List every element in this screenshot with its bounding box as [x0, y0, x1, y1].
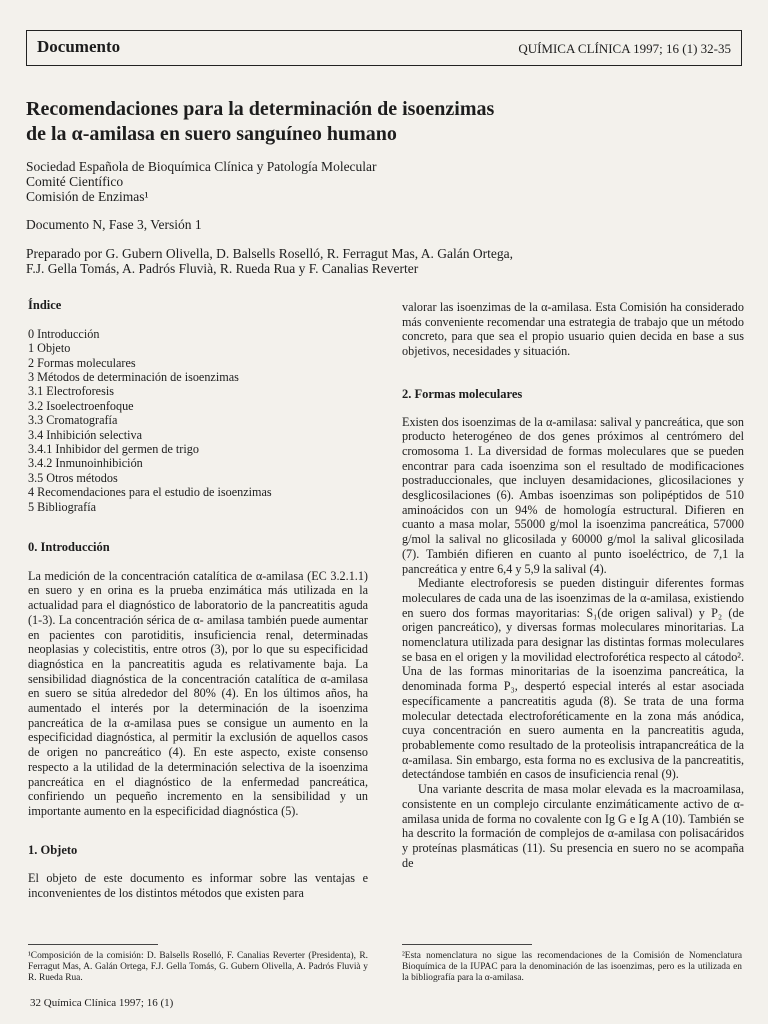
index-item: 3 Métodos de determinación de isoenzimas — [28, 369, 239, 384]
index-item: 2 Formas moleculares — [28, 355, 136, 370]
index-item: 3.2 Isoelectroenfoque — [28, 398, 134, 413]
index-item: 3.5 Otros métodos — [28, 470, 118, 485]
intro-paragraph: La medición de la concentración catalítica de α-amilasa (EC 3.2.1.1) en suero y en orina es la prueba enzimática más utilizada en la actualidad para el diagnóstico de laboratorio de la pancreatitis aguda (1-3). La concentración sérica de α- amilasa también puede aumentar en pacientes con parotiditis, insuficiencia renal, determinadas neoplasias y colecistitis, entre otros (3), por lo que su especificidad diagnóstica en la pancreatitis aguda es relativamente baja. La sensibilidad diagnóstica de la concentración catalítica de α-amilasa en suero se sitúa alrededor del 80% (4). En los últimos años, ha aumentado el interés por la determinación de la isoenzima pancreática de la α-amilasa pues se consigue un aumento en la especificidad diagnóstica, al permitir la exclusión de aquellos casos de origen no pancreático (4). En este aspecto, existe consenso respecto a la utilidad de la determinación selectiva de la isoenzima pancreática en el diagnóstico de la enfermedad pancreática, confiriendo un pequeño incremento en la sensibilidad y un importante aumento en la especificidad diagnóstica (5). — [28, 568, 368, 818]
organization-block — [26, 159, 377, 204]
authors-block — [26, 246, 513, 276]
title-line-2: de la α-amilasa en suero sanguíneo humano — [26, 123, 397, 145]
right-column — [402, 300, 744, 870]
index-item: 4 Recomendaciones para el estudio de isoenzimas — [28, 485, 272, 500]
authors-line-1: Preparado por G. Gubern Olivella, D. Balsells Roselló, R. Ferragut Mas, A. Galán Ortega, — [26, 246, 514, 261]
section-label: Documento — [37, 37, 121, 56]
formas-paragraph-1: Existen dos isoenzimas de la α-amilasa: salival y pancreática, que son producto heterogéneo de dos genes próximos al centrómero del cromosoma 1. La diversidad de formas moleculares que se pueden encontrar para cada isoenzima son el resultado de modificaciones postraduccionales, que incluyen desamidaciones, glicosilaciones y desglicosilaciones (6). Ambas isoenzimas son polipéptidos de 510 aminoácidos con un 94% de homología estructural. Difieren en cuanto a masa molar, 55000 g/mol la isoenzima pancreática, 57000 g/mol la salival no glicosilada y 60000 g/mol la salival glicosilada (7). También difieren en cuanto al punto isoeléctrico, de 7,1 la pancreática y entre 6,4 y 5,9 la salival (4). — [402, 414, 744, 576]
intro-heading: 0. Introducción — [28, 539, 110, 554]
footnote-rule-left — [28, 944, 158, 945]
index-item: 3.4 Inhibición selectiva — [28, 427, 143, 442]
journal-header — [26, 30, 742, 66]
index-item: 5 Bibliografía — [28, 499, 97, 514]
index-item: 3.3 Cromatografía — [28, 413, 118, 428]
left-column — [28, 298, 368, 901]
document-title — [26, 97, 494, 147]
formas-heading: 2. Formas moleculares — [402, 386, 523, 401]
index-item: 1 Objeto — [28, 341, 71, 356]
continued-paragraph: valorar las isoenzimas de la α-amilasa. Esta Comisión ha considerado más conveniente recomendar una estrategia de trabajo que un método concreto, para que sea el propio usuario quien decida en base a sus objetivos, necesidades y situación. — [402, 300, 744, 359]
org-line-3: Comisión de Enzimas¹ — [26, 189, 149, 204]
index-item: 3.4.1 Inhibidor del germen de trigo — [28, 441, 199, 456]
index-heading: Índice — [28, 298, 62, 312]
index-item: 3.4.2 Inmunoinhibición — [28, 456, 143, 471]
org-line-2: Comité Científico — [26, 174, 124, 189]
index-item: 0 Introducción — [28, 326, 100, 341]
formas-paragraph-3: Una variante descrita de masa molar elevada es la macroamilasa, consistente en un complejo circulante enzimáticamente activo de α-amilasa unida de forma no covalente con Ig G e Ig A (10). También se ha descrito la formación de complejos de α-amilasa con polisacáridos y proteínas plasmáticas (11). Su presencia en suero no se acompaña de — [402, 782, 744, 870]
authors-line-2: F.J. Gella Tomás, A. Padrós Fluvià, R. Rueda Rua y F. Canalias Reverter — [26, 261, 419, 276]
objeto-paragraph: El objeto de este documento es informar sobre las ventajas e inconvenientes de los distintos métodos que existen para — [28, 871, 368, 901]
org-line-1: Sociedad Española de Bioquímica Clínica y Patología Molecular — [26, 159, 377, 174]
footnote-rule-right — [402, 944, 532, 945]
document-version: Documento N, Fase 3, Versión 1 — [26, 217, 202, 232]
page-footer: 32 Química Clínica 1997; 16 (1) — [30, 997, 174, 1009]
footnote-2: ²Esta nomenclatura no sigue las recomendaciones de la Comisión de Nomenclatura Bioquímica de la IUPAC para la denominación de las isoenzimas, pero es la utilizada en la bibliografía para la α-amilasa. — [402, 951, 742, 983]
objeto-heading: 1. Objeto — [28, 842, 78, 857]
index-item: 3.1 Electroforesis — [28, 384, 114, 399]
index-list — [28, 327, 368, 514]
journal-citation: QUÍMICA CLÍNICA 1997; 16 (1) 32-35 — [518, 41, 731, 56]
footnote-1: ¹Composición de la comisión: D. Balsells Roselló, F. Canalias Reverter (Presidenta), R. Ferragut Mas, A. Galán Ortega, F.J. Gella Tomás, G. Gubern Olivella, A. Padrós Fluvià y R. Rueda Rua. — [28, 951, 368, 983]
title-line-1: Recomendaciones para la determinación de isoenzimas — [26, 98, 495, 120]
formas-paragraph-2: Mediante electroforesis se pueden distinguir diferentes formas moleculares de cada una de las isoenzimas de la α-amilasa, existiendo en suero dos formas mayoritarias: S₁(de origen salival) y P₂ (de origen pancreático), y diversas formas moleculares minoritarias. La nomenclatura utilizada para designar las distintas formas moleculares se basa en el origen y la movilidad electroforética respecto al cátodo². Una de las formas minoritarias de la isoenzima pancreática, la denominada forma P₃, despertó especial interés al estar asociada específicamente a pancreatitis aguda (8). Se trata de una forma molecular detectada electroforéticamente en la zona más anódica, cuya concentración en suero aumenta en la pancreatitis aguda, probablemente como resultado de la proteolisis intrapancreática de la α-amilasa. Sin embargo, esta forma no es exclusiva de la pancreatitis, detectándose también en casos de insuficiencia renal (9). — [402, 576, 744, 782]
